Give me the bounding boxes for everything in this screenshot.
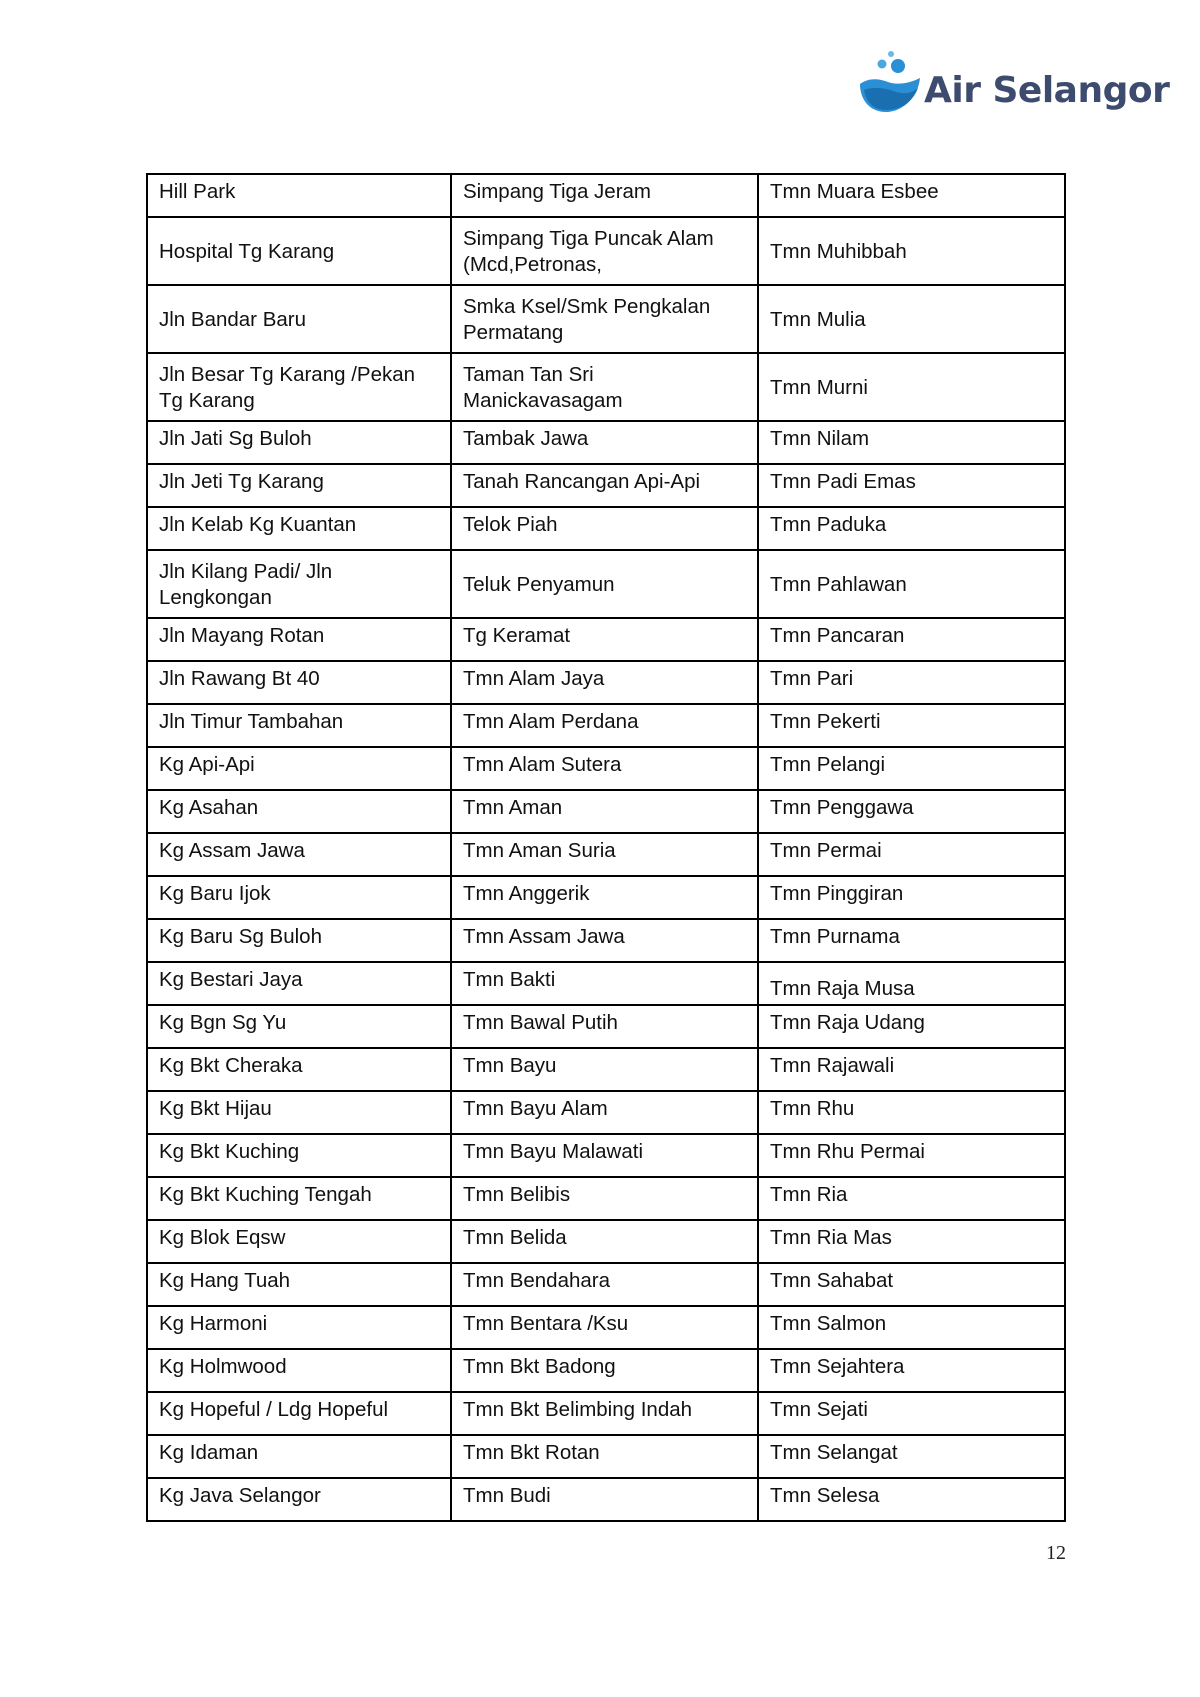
table-cell: Tmn Ria	[758, 1177, 1065, 1220]
table-cell: Taman Tan Sri Manickavasagam	[451, 353, 758, 421]
table-cell: Kg Baru Ijok	[147, 876, 451, 919]
table-row	[147, 285, 1065, 353]
table-row	[147, 919, 1065, 962]
table-cell: Simpang Tiga Jeram	[451, 174, 758, 217]
table-cell: Tmn Pinggiran	[758, 876, 1065, 919]
table-row	[147, 1349, 1065, 1392]
table-cell: Tmn Permai	[758, 833, 1065, 876]
table-cell: Tmn Assam Jawa	[451, 919, 758, 962]
table-cell: Kg Harmoni	[147, 1306, 451, 1349]
table-row	[147, 1478, 1065, 1521]
table-cell: Kg Assam Jawa	[147, 833, 451, 876]
table-cell: Tmn Budi	[451, 1478, 758, 1521]
table-cell: Tmn Bakti	[451, 962, 758, 1005]
water-drop-icon	[858, 48, 922, 118]
table-cell: Tmn Rhu Permai	[758, 1134, 1065, 1177]
table-cell: Tmn Ria Mas	[758, 1220, 1065, 1263]
table-cell: Tmn Bentara /Ksu	[451, 1306, 758, 1349]
table-cell: Jln Jeti Tg Karang	[147, 464, 451, 507]
table-cell: Tmn Murni	[758, 353, 1065, 421]
table-row	[147, 618, 1065, 661]
table-cell: Kg Hopeful / Ldg Hopeful	[147, 1392, 451, 1435]
table-cell: Tmn Alam Jaya	[451, 661, 758, 704]
table-cell: Tmn Selangat	[758, 1435, 1065, 1478]
table-row	[147, 1220, 1065, 1263]
table-row	[147, 747, 1065, 790]
table-row	[147, 550, 1065, 618]
table-cell: Tmn Aman Suria	[451, 833, 758, 876]
table-cell: Tmn Pancaran	[758, 618, 1065, 661]
table-cell: Tmn Rajawali	[758, 1048, 1065, 1091]
table-cell: Tmn Mulia	[758, 285, 1065, 353]
table-cell: Kg Holmwood	[147, 1349, 451, 1392]
table-cell: Tmn Bayu Alam	[451, 1091, 758, 1134]
table-cell: Tmn Pelangi	[758, 747, 1065, 790]
table-cell: Kg Hang Tuah	[147, 1263, 451, 1306]
table-row	[147, 1005, 1065, 1048]
table-cell: Tmn Bkt Belimbing Indah	[451, 1392, 758, 1435]
table-cell: Teluk Penyamun	[451, 550, 758, 618]
page-number: 12	[1046, 1542, 1066, 1564]
table-cell: Tmn Aman	[451, 790, 758, 833]
table-cell: Tmn Belibis	[451, 1177, 758, 1220]
table-cell: Tmn Pahlawan	[758, 550, 1065, 618]
table-cell: Tmn Raja Musa	[758, 962, 1065, 1005]
table-cell: Hospital Tg Karang	[147, 217, 451, 285]
table-cell: Tmn Raja Udang	[758, 1005, 1065, 1048]
table-cell: Tmn Padi Emas	[758, 464, 1065, 507]
table-cell: Tmn Bayu	[451, 1048, 758, 1091]
table-cell: Smka Ksel/Smk Pengkalan Permatang	[451, 285, 758, 353]
table-cell: Tmn Belida	[451, 1220, 758, 1263]
table-cell: Jln Bandar Baru	[147, 285, 451, 353]
table-row	[147, 833, 1065, 876]
table-cell: Tanah Rancangan Api-Api	[451, 464, 758, 507]
table-cell: Tmn Bawal Putih	[451, 1005, 758, 1048]
table-cell: Tambak Jawa	[451, 421, 758, 464]
area-list-table	[146, 173, 1066, 1522]
table-cell: Kg Asahan	[147, 790, 451, 833]
table-cell: Tmn Salmon	[758, 1306, 1065, 1349]
table-cell: Kg Api-Api	[147, 747, 451, 790]
table-cell: Tmn Anggerik	[451, 876, 758, 919]
table-row	[147, 1048, 1065, 1091]
table-cell: Jln Timur Tambahan	[147, 704, 451, 747]
table-cell: Tmn Nilam	[758, 421, 1065, 464]
table-cell: Tmn Muara Esbee	[758, 174, 1065, 217]
table-cell: Jln Besar Tg Karang /Pekan Tg Karang	[147, 353, 451, 421]
table-row	[147, 1435, 1065, 1478]
table-row	[147, 421, 1065, 464]
table-cell: Jln Rawang Bt 40	[147, 661, 451, 704]
table-cell: Jln Mayang Rotan	[147, 618, 451, 661]
table-cell: Kg Baru Sg Buloh	[147, 919, 451, 962]
table-cell: Tmn Bayu Malawati	[451, 1134, 758, 1177]
table-row	[147, 1177, 1065, 1220]
table-cell: Tmn Paduka	[758, 507, 1065, 550]
table-row	[147, 704, 1065, 747]
table-cell: Tmn Bkt Rotan	[451, 1435, 758, 1478]
table-cell: Kg Blok Eqsw	[147, 1220, 451, 1263]
table-row	[147, 174, 1065, 217]
table-cell: Kg Bgn Sg Yu	[147, 1005, 451, 1048]
table-cell: Kg Bkt Cheraka	[147, 1048, 451, 1091]
table-cell: Tmn Pekerti	[758, 704, 1065, 747]
table-row	[147, 1392, 1065, 1435]
table-cell: Tmn Sahabat	[758, 1263, 1065, 1306]
table-row	[147, 464, 1065, 507]
table-cell: Kg Bkt Kuching Tengah	[147, 1177, 451, 1220]
logo-text: Air Selangor	[924, 70, 1170, 111]
table-cell: Telok Piah	[451, 507, 758, 550]
table-cell: Tmn Sejati	[758, 1392, 1065, 1435]
table-cell: Tmn Alam Sutera	[451, 747, 758, 790]
table-cell: Tmn Purnama	[758, 919, 1065, 962]
table-row	[147, 1306, 1065, 1349]
air-selangor-logo	[858, 48, 1170, 128]
table-row	[147, 1134, 1065, 1177]
table-cell: Kg Bestari Jaya	[147, 962, 451, 1005]
table-cell: Tmn Bendahara	[451, 1263, 758, 1306]
table-cell: Kg Bkt Kuching	[147, 1134, 451, 1177]
table-cell: Jln Jati Sg Buloh	[147, 421, 451, 464]
table-row	[147, 962, 1065, 1005]
table-cell: Tmn Bkt Badong	[451, 1349, 758, 1392]
table-row	[147, 790, 1065, 833]
table-cell: Tmn Selesa	[758, 1478, 1065, 1521]
table-cell: Tg Keramat	[451, 618, 758, 661]
table-cell: Tmn Sejahtera	[758, 1349, 1065, 1392]
table-cell: Jln Kelab Kg Kuantan	[147, 507, 451, 550]
table-cell: Tmn Penggawa	[758, 790, 1065, 833]
table-row	[147, 1263, 1065, 1306]
table-row	[147, 507, 1065, 550]
table-row	[147, 217, 1065, 285]
table-cell: Tmn Rhu	[758, 1091, 1065, 1134]
table-cell: Tmn Pari	[758, 661, 1065, 704]
table-cell: Kg Idaman	[147, 1435, 451, 1478]
table-cell: Kg Java Selangor	[147, 1478, 451, 1521]
table-cell: Kg Bkt Hijau	[147, 1091, 451, 1134]
table-cell: Hill Park	[147, 174, 451, 217]
table-cell: Tmn Muhibbah	[758, 217, 1065, 285]
table-row	[147, 1091, 1065, 1134]
table-cell: Simpang Tiga Puncak Alam (Mcd,Petronas,	[451, 217, 758, 285]
table-row	[147, 661, 1065, 704]
table-cell: Jln Kilang Padi/ Jln Lengkongan	[147, 550, 451, 618]
table-row	[147, 876, 1065, 919]
table-row	[147, 353, 1065, 421]
table-cell: Tmn Alam Perdana	[451, 704, 758, 747]
